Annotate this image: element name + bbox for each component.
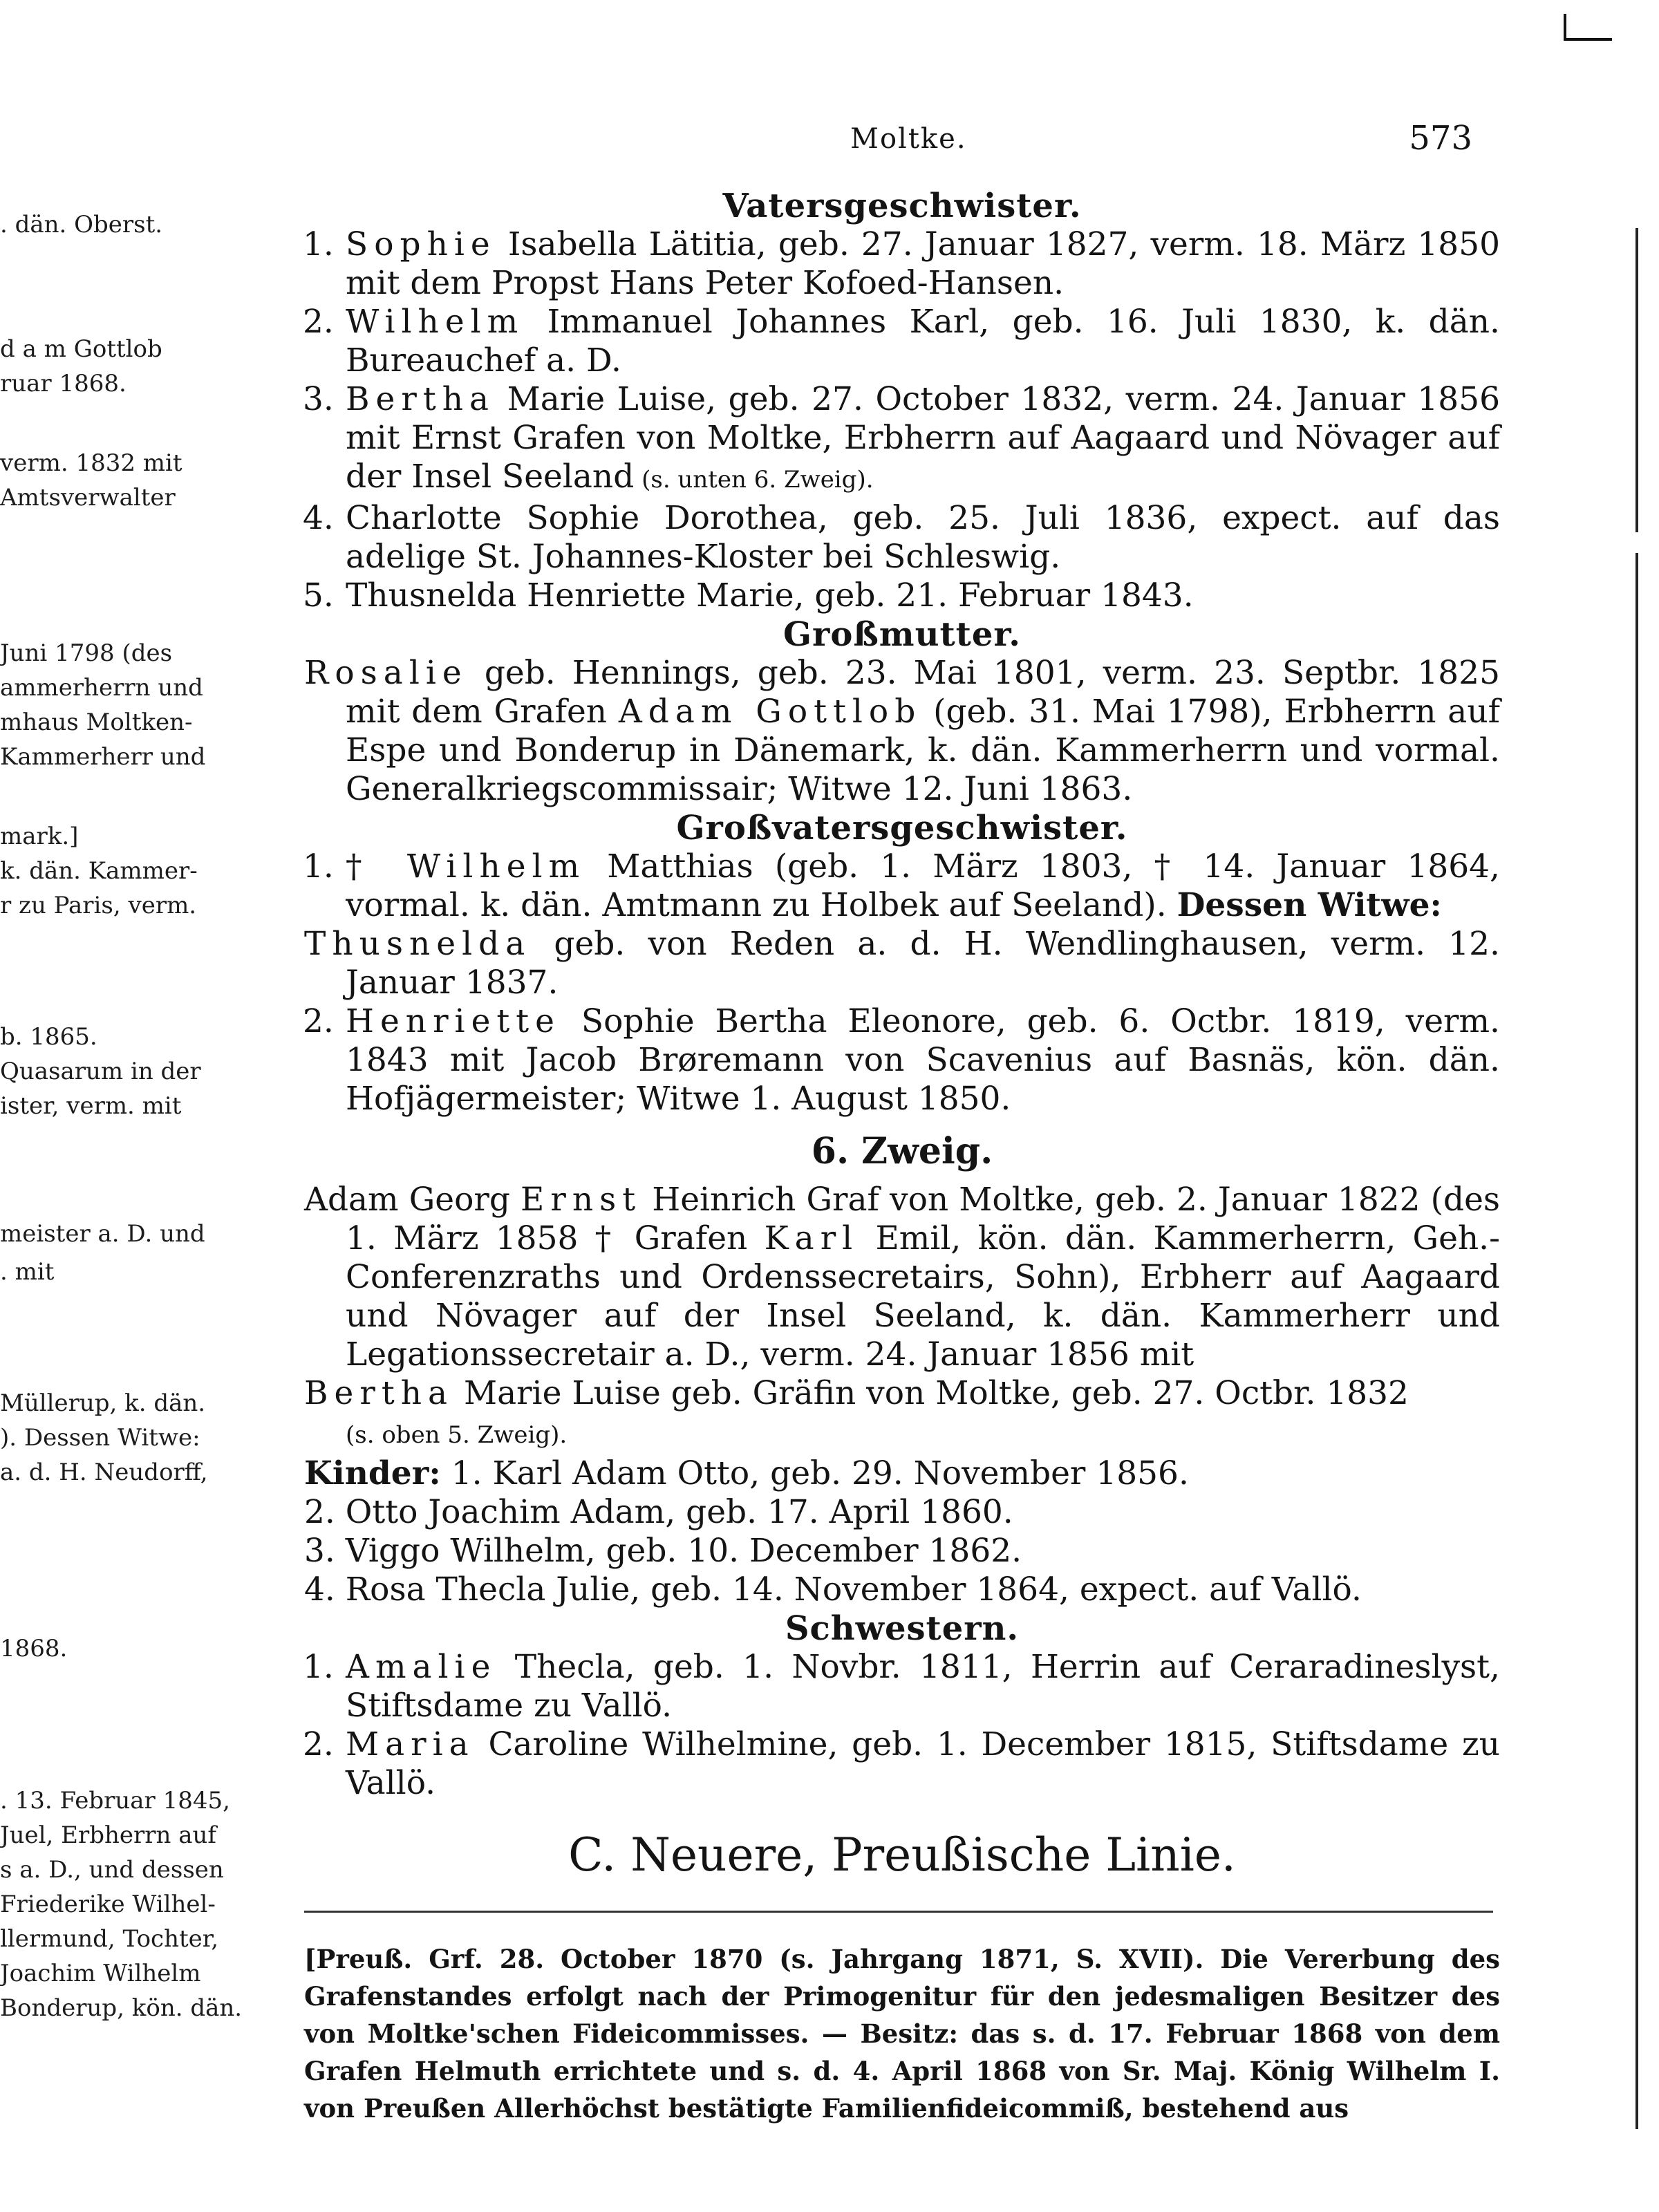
entry-name: Maria [346, 1725, 475, 1763]
list-item [304, 1648, 1500, 1725]
entry-text: Isabella Lätitia, geb. 27. Januar 1827, verm. 18. März 1850 mit dem Propst Hans Peter Kofoed-Hansen. [346, 225, 1500, 302]
entry-text: geb. Hennings, geb. 23. Mai 1801, verm. 23. Septbr. 1825 mit dem Grafen [346, 654, 1500, 731]
entry-number: 5. [303, 577, 334, 615]
entry-text: Heinrich Graf von Moltke, geb. 2. Januar 1822 (des 1. März 1858 † Grafen [346, 1181, 1500, 1257]
fragment-line: k. dän. Kammer- [0, 857, 198, 885]
grossmutter-entry [304, 654, 1500, 809]
entry-name: † Wilhelm [346, 847, 586, 885]
entry-number: 2. [303, 1725, 334, 1763]
fragment-line: ). Dessen Witwe: [0, 1424, 200, 1452]
fragment-line: Müllerup, k. dän. [0, 1389, 206, 1417]
entry-name: Bertha [346, 380, 495, 418]
entry-text: Thecla, geb. 1. Novbr. 1811, Herrin auf Ceraradineslyst, Stiftsdame zu Vallö. [346, 1648, 1500, 1725]
list-item [304, 847, 1500, 925]
entry-text: geb. von Reden a. d. H. Wendlinghausen, verm. 12. Januar 1837. [346, 925, 1500, 1002]
fragment-line: Quasarum in der [0, 1058, 201, 1085]
entry-name: Sophie [346, 225, 496, 263]
entry-text: Immanuel Johannes Karl, geb. 16. Juli 1830, k. dän. Bureauchef a. D. [346, 303, 1500, 379]
list-item: 1. Karl Adam Otto, geb. 29. November 1856. [451, 1454, 1189, 1492]
fragment-line: Amtsverwalter [0, 484, 176, 512]
widow-entry [304, 925, 1500, 1002]
facing-page-fragment [0, 173, 243, 2022]
fragment-line: s a. D., und dessen [0, 1856, 224, 1884]
kinder-list [304, 1454, 1500, 1609]
entry-name: Wilhelm [346, 303, 525, 341]
list-item [304, 577, 1500, 615]
section-heading-schwestern: Schwestern. [785, 1609, 1020, 1648]
section-heading-grossmutter: Großmutter. [783, 615, 1021, 654]
fragment-line: 1868. [0, 1635, 68, 1662]
dessen-witwe-label: Dessen Witwe: [1177, 886, 1442, 924]
entry-text: Emil, kön. dän. Kammerherrn, Geh.-Conferenzraths und Ordenssecretairs, Sohn), Erbherr auf Aagaard und Növager auf der Insel Seeland, k. dän. Kammerherr und Legationssecretair a. D., verm. 24. Januar 1856 mit [346, 1219, 1500, 1374]
section-heading-zweig: 6. Zweig. [811, 1130, 993, 1172]
section-heading-linie: C. Neuere, Preußische Linie. [568, 1828, 1236, 1882]
binding-mark [1564, 14, 1566, 40]
entry-name: Amalie [346, 1648, 497, 1686]
running-title: Moltke. [850, 123, 967, 155]
fragment-line: Juel, Erbherrn auf [0, 1821, 216, 1849]
section-heading-vatersgeschwister: Vatersgeschwister. [722, 187, 1082, 225]
entry-name: Bertha [304, 1374, 453, 1412]
fragment-line: . 13. Februar 1845, [0, 1787, 230, 1815]
fragment-line: Friederike Wilhel- [0, 1891, 216, 1918]
margin-rule [1635, 228, 1638, 532]
section-heading-grossvatersgeschwister: Großvatersgeschwister. [676, 809, 1128, 847]
list-item: 3. Viggo Wilhelm, geb. 10. December 1862. [304, 1532, 1022, 1570]
entry-name: Rosalie [304, 654, 468, 692]
fragment-line: mark.] [0, 823, 79, 850]
entry-name: Henriette [346, 1002, 561, 1040]
list-item [304, 225, 1500, 303]
fragment-line: verm. 1832 mit [0, 449, 182, 477]
fragment-line: ister, verm. mit [0, 1092, 182, 1120]
entry-note: (s. oben 5. Zweig). [346, 1421, 568, 1449]
entry-number: 3. [303, 380, 334, 418]
fragment-line: Kammerherr und [0, 743, 206, 771]
entry-text: Matthias (geb. 1. März 1803, † 14. Januar 1864, vormal. k. dän. Amtmann zu Holbek auf Seeland). [346, 847, 1501, 924]
entry-text: Adam Georg [304, 1181, 521, 1219]
entry-name: Adam Gottlob [618, 693, 922, 731]
fragment-line: Joachim Wilhelm [0, 1960, 201, 1987]
entry-text: Thusnelda Henriette Marie, geb. 21. Februar 1843. [346, 577, 1194, 615]
entry-text: Charlotte Sophie Dorothea, geb. 25. Juli 1836, expect. auf das adelige St. Johannes-Kloster bei Schleswig. [346, 499, 1500, 576]
list-item [304, 303, 1500, 380]
head-entry [304, 1181, 1500, 1374]
entry-text: Marie Luise, geb. 27. October 1832, verm. 24. Januar 1856 mit Ernst Grafen von Moltke, Erbherrn auf Aagaard und Növager auf der Insel Seeland [346, 380, 1500, 496]
fragment-line: meister a. D. und [0, 1220, 205, 1248]
list-item: 4. Rosa Thecla Julie, geb. 14. November 1864, expect. auf Vallö. [304, 1571, 1362, 1609]
kinder-label: Kinder: [304, 1454, 441, 1492]
entry-number: 2. [303, 303, 334, 341]
fragment-line: ruar 1868. [0, 370, 126, 397]
linie-paragraph: [Preuß. Grf. 28. October 1870 (s. Jahrgang 1871, S. XVII). Die Vererbung des Grafenstandes erfolgt nach der Primogenitur für den jedesmaligen Besitzer des von Moltke'schen Fideicommisses. — Besitz: das s. d. 17. Februar 1868 von dem Grafen Helmuth errichtete und s. d. 4. April 1868 von Sr. Maj. König Wilhelm I. von Preußen Allerhöchst bestätigte Familienfideicommiß, bestehend aus [304, 1944, 1500, 2124]
entry-name: Ernst [521, 1181, 642, 1219]
fragment-line: mhaus Moltken- [0, 709, 193, 736]
entry-text: Sophie Bertha Eleonore, geb. 6. Octbr. 1819, verm. 1843 mit Jacob Brøremann von Scavenius auf Basnäs, kön. dän. Hofjägermeister; Witwe 1. August 1850. [346, 1002, 1500, 1118]
margin-rule [1635, 553, 1638, 2129]
running-header [304, 119, 1500, 160]
fragment-line: Bonderup, kön. dän. [0, 1994, 243, 2022]
divider [304, 1911, 1493, 1913]
entry-number: 2. [303, 1002, 334, 1040]
list-item [304, 1002, 1500, 1118]
list-item: 2. Otto Joachim Adam, geb. 17. April 1860. [304, 1493, 1013, 1531]
entry-number: 4. [303, 499, 334, 537]
spouse-entry [304, 1374, 1500, 1454]
entry-text: (geb. 31. Mai 1798), Erbherrn auf Espe und Bonderup in Dänemark, k. dän. Kammerherrn und vormal. Generalkriegscommissair; Witwe 12. Juni 1863. [346, 693, 1500, 808]
entry-text: Marie Luise geb. Gräfin von Moltke, geb. 27. Octbr. 1832 [453, 1374, 1409, 1412]
fragment-line: a. d. H. Neudorff, [0, 1459, 208, 1486]
binding-mark [1564, 38, 1612, 41]
fragment-line: b. 1865. [0, 1023, 97, 1051]
page-number: 573 [1409, 119, 1472, 158]
fragment-line: ammerherrn und [0, 674, 203, 702]
entry-number: 1. [303, 847, 334, 885]
fragment-line: Juni 1798 (des [0, 639, 173, 667]
fragment-line: . dän. Oberst. [0, 211, 163, 238]
entry-name: Thusnelda [304, 925, 532, 963]
fragment-line: llermund, Tochter, [0, 1925, 219, 1953]
fragment-line: r zu Paris, verm. [0, 892, 197, 919]
entry-name: Karl [764, 1219, 859, 1257]
fragment-line: . mit [0, 1258, 55, 1286]
entry-note: (s. unten 6. Zweig). [634, 466, 874, 494]
main-column [304, 187, 1500, 2127]
entry-number: 1. [303, 1648, 334, 1686]
entry-text: Caroline Wilhelmine, geb. 1. December 1815, Stiftsdame zu Vallö. [346, 1725, 1500, 1802]
fragment-line: d a m Gottlob [0, 335, 162, 363]
list-item [304, 499, 1500, 577]
list-item [304, 1725, 1500, 1803]
entry-number: 1. [303, 225, 334, 263]
list-item [304, 380, 1500, 499]
